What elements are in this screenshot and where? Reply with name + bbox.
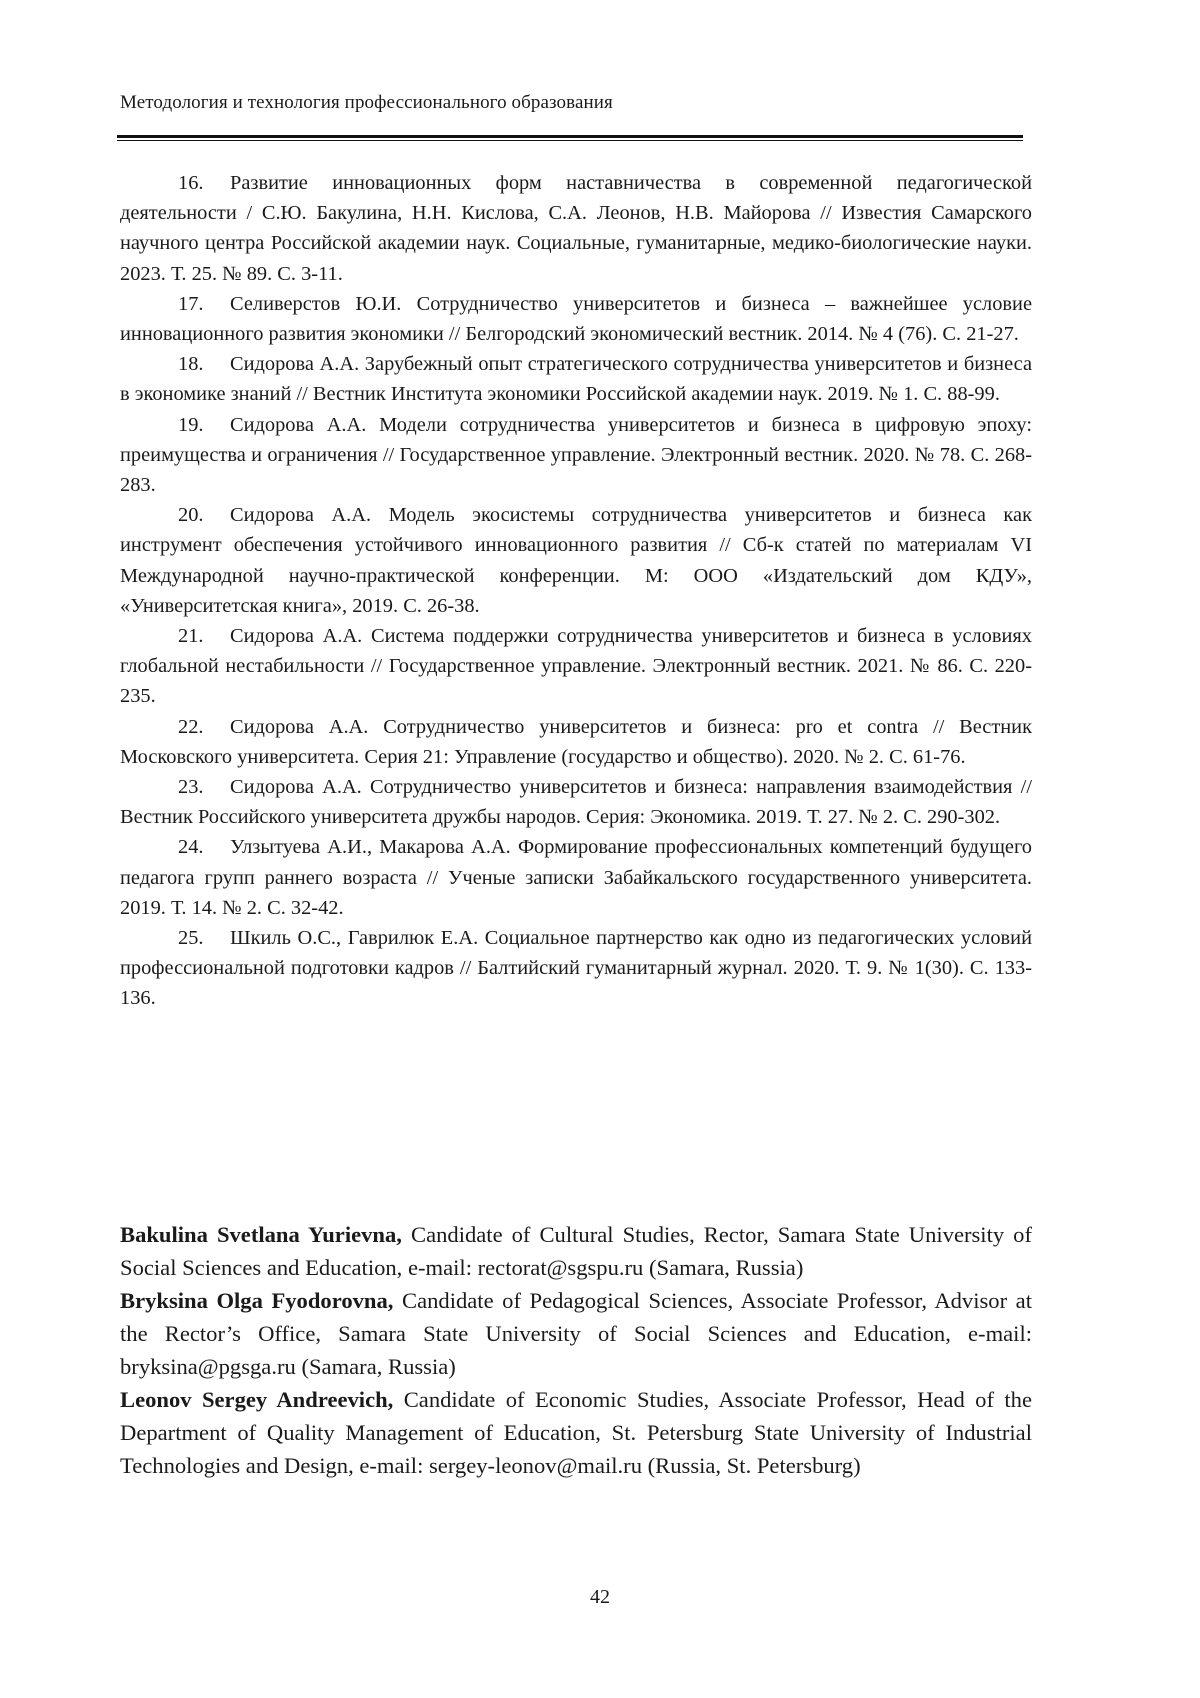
reference-item: [120, 923, 1032, 1014]
author-details: Candidate of Cultural Studies, Rector, Samara State University of Social Sciences and Education, e-mail: rectorat@sgspu.ru (Samara, Russia): [120, 1222, 1033, 1280]
author-entry: [120, 1284, 1032, 1383]
reference-text: Сидорова А.А. Модель экосистемы сотрудничества университетов и бизнеса как инструмент обеспечения устойчивого инновационного развития // Сб-к статей по материалам VI Международной научно-практической конференции. М: ООО «Издательский дом КДУ», «Университетская книга», 2019. С. 26-38.: [120, 504, 1032, 617]
reference-number: 16.: [178, 172, 204, 194]
reference-text: Сидорова А.А. Система поддержки сотрудничества университетов и бизнеса в условиях глобальной нестабильности // Государственное управление. Электронный вестник. 2021. № 86. С. 220-235.: [120, 625, 1032, 708]
reference-item: [120, 500, 1032, 621]
reference-text: Сидорова А.А. Зарубежный опыт стратегического сотрудничества университетов и бизнеса в экономике знаний // Вестник Института экономики Российской академии наук. 2019. № 1. С. 88-99.: [120, 353, 1032, 406]
reference-number: 24.: [178, 836, 204, 859]
header-rule-thick: [117, 135, 1023, 138]
author-name: Leonov Sergey Andreevich,: [120, 1387, 394, 1412]
reference-number: 19.: [178, 413, 204, 436]
page-number: 42: [590, 1586, 610, 1608]
reference-item: [120, 832, 1032, 923]
reference-number: 23.: [178, 776, 204, 799]
reference-number: 20.: [178, 504, 204, 527]
reference-number: 22.: [178, 715, 204, 738]
reference-text: Сидорова А.А. Модели сотрудничества университетов и бизнеса в цифровую эпоху: преимущества и ограничения // Государственное управление. Электронный вестник. 2020. № 78. С. 268-283.: [120, 413, 1032, 497]
reference-number: 25.: [178, 927, 204, 950]
reference-item: [120, 410, 1032, 501]
reference-number: 21.: [178, 625, 204, 648]
reference-number: 17.: [178, 292, 204, 315]
running-header: Методология и технология профессионального образования: [120, 92, 613, 113]
author-details: Candidate of Pedagogical Sciences, Associate Professor, Advisor at the Rector’s Office, Samara State University of Social Sciences and Education, e-mail: bryksina@pgsga.ru (Samara, Russia): [120, 1288, 1032, 1379]
author-info: [120, 1218, 1032, 1482]
reference-item: [120, 621, 1032, 712]
reference-item: [120, 712, 1032, 772]
header-rule-thin: [117, 140, 1023, 141]
author-name: Bakulina Svetlana Yurievna,: [120, 1222, 402, 1247]
reference-text: Улзытуева А.И., Макарова А.А. Формирование профессиональных компетенций будущего педагога групп раннего возраста // Ученые записки Забайкальского государственного университета. 2019. Т. 14. № 2. С. 32-42.: [120, 836, 1032, 919]
reference-item: [120, 349, 1032, 409]
reference-text: Шкиль О.С., Гаврилюк Е.А. Социальное партнерство как одно из педагогических условий профессиональной подготовки кадров // Балтийский гуманитарный журнал. 2020. Т. 9. № 1(30). С. 133-136.: [120, 927, 1032, 1010]
reference-text: Развитие инновационных форм наставничества в современной педагогической деятельности / С.Ю. Бакулина, Н.Н. Кислова, С.А. Леонов, Н.В. Майорова // Известия Самарского научного центра Российской академии наук. Социальные, гуманитарные, медико-биологические науки. 2023. Т. 25. № 89. С. 3-11.: [120, 172, 1032, 285]
reference-number: 18.: [178, 353, 204, 376]
reference-item: [120, 168, 1032, 289]
reference-text: Сидорова А.А. Сотрудничество университетов и бизнеса: pro et contra // Вестник Московского университета. Серия 21: Управление (государство и общество). 2020. № 2. С. 61-76.: [120, 715, 1032, 768]
reference-item: [120, 289, 1032, 349]
author-details: Candidate of Economic Studies, Associate Professor, Head of the Department of Quality Management of Education, St. Petersburg State University of Industrial Technologies and Design, e-mail: sergey-leonov@mail.ru (Russia, St. Petersburg): [120, 1387, 1032, 1478]
reference-item: [120, 772, 1032, 832]
author-name: Bryksina Olga Fyodorovna,: [120, 1288, 394, 1313]
author-entry: [120, 1218, 1032, 1284]
reference-text: Сидорова А.А. Сотрудничество университетов и бизнеса: направления взаимодействия // Вестник Российского университета дружбы народов. Серия: Экономика. 2019. Т. 27. № 2. С. 290-302.: [120, 776, 1032, 829]
author-entry: [120, 1383, 1032, 1482]
reference-text: Селиверстов Ю.И. Сотрудничество университетов и бизнеса – важнейшее условие инновационного развития экономики // Белгородский экономический вестник. 2014. № 4 (76). С. 21-27.: [120, 292, 1032, 346]
reference-list: [120, 168, 1032, 1014]
